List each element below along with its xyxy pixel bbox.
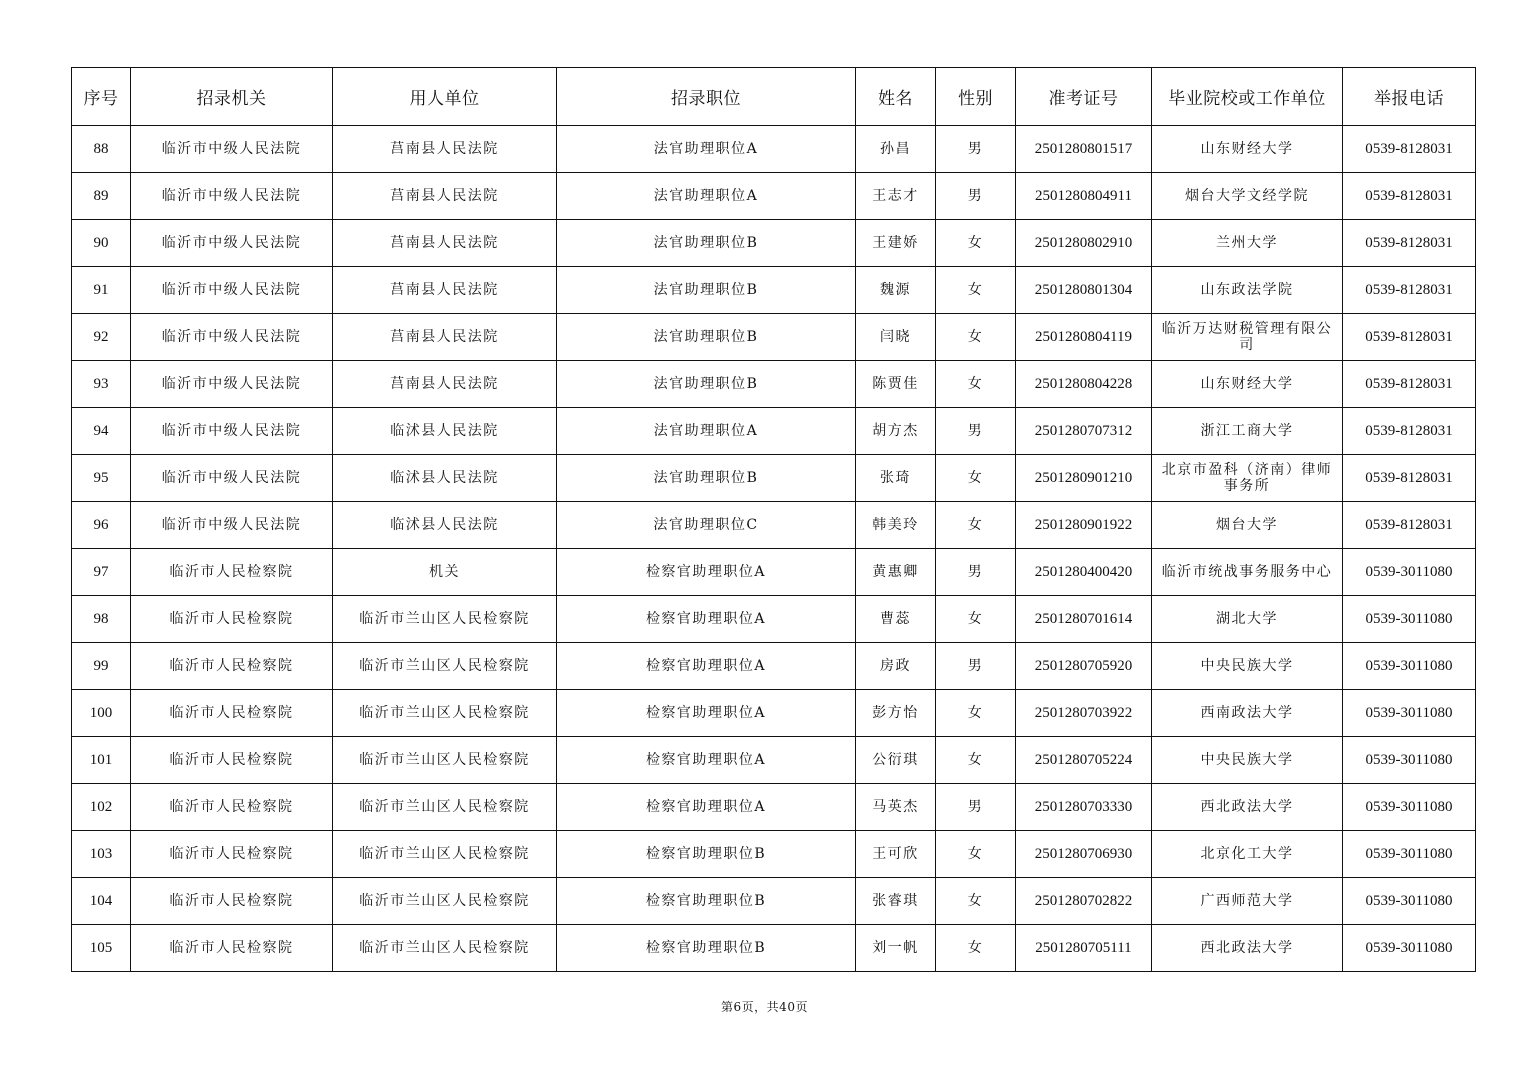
cell-index: 105 — [72, 925, 131, 972]
cell-school-or-employer: 山东政法学院 — [1152, 267, 1343, 314]
cell-name: 刘一帆 — [856, 925, 936, 972]
cell-employer: 临沭县人民法院 — [333, 502, 557, 549]
cell-index: 92 — [72, 314, 131, 361]
cell-agency: 临沂市人民检察院 — [131, 925, 333, 972]
cell-gender: 女 — [936, 878, 1016, 925]
cell-agency: 临沂市人民检察院 — [131, 643, 333, 690]
cell-position: 检察官助理职位A — [557, 737, 856, 784]
cell-position: 检察官助理职位B — [557, 925, 856, 972]
cell-position: 法官助理职位B — [557, 455, 856, 502]
cell-employer: 莒南县人民法院 — [333, 220, 557, 267]
cell-school-or-employer: 烟台大学文经学院 — [1152, 173, 1343, 220]
cell-name: 王志才 — [856, 173, 936, 220]
cell-gender: 女 — [936, 267, 1016, 314]
cell-index: 96 — [72, 502, 131, 549]
cell-exam-id: 2501280701614 — [1016, 596, 1152, 643]
table-row — [72, 314, 1476, 361]
cell-position: 法官助理职位A — [557, 126, 856, 173]
table-row — [72, 549, 1476, 596]
cell-name: 张琦 — [856, 455, 936, 502]
cell-name: 公衍琪 — [856, 737, 936, 784]
table-row — [72, 220, 1476, 267]
cell-exam-id: 2501280703330 — [1016, 784, 1152, 831]
cell-school-or-employer: 北京市盈科（济南）律师事务所 — [1152, 455, 1343, 502]
cell-index: 99 — [72, 643, 131, 690]
cell-school-or-employer: 北京化工大学 — [1152, 831, 1343, 878]
table-row — [72, 690, 1476, 737]
cell-position: 检察官助理职位A — [557, 549, 856, 596]
cell-agency: 临沂市人民检察院 — [131, 596, 333, 643]
cell-employer: 临沂市兰山区人民检察院 — [333, 643, 557, 690]
table-row — [72, 737, 1476, 784]
cell-agency: 临沂市人民检察院 — [131, 784, 333, 831]
table-row — [72, 126, 1476, 173]
cell-name: 曹蕊 — [856, 596, 936, 643]
cell-school-or-employer: 山东财经大学 — [1152, 126, 1343, 173]
header-employer: 用人单位 — [333, 68, 557, 126]
cell-employer: 莒南县人民法院 — [333, 314, 557, 361]
cell-exam-id: 2501280706930 — [1016, 831, 1152, 878]
table-row — [72, 502, 1476, 549]
cell-agency: 临沂市人民检察院 — [131, 831, 333, 878]
cell-report-phone: 0539-8128031 — [1343, 408, 1476, 455]
cell-employer: 临沂市兰山区人民检察院 — [333, 690, 557, 737]
cell-index: 95 — [72, 455, 131, 502]
cell-position: 法官助理职位B — [557, 314, 856, 361]
cell-agency: 临沂市中级人民法院 — [131, 502, 333, 549]
cell-employer: 临沂市兰山区人民检察院 — [333, 831, 557, 878]
cell-position: 检察官助理职位B — [557, 878, 856, 925]
header-school-or-employer: 毕业院校或工作单位 — [1152, 68, 1343, 126]
cell-gender: 男 — [936, 784, 1016, 831]
table-row — [72, 455, 1476, 502]
cell-agency: 临沂市中级人民法院 — [131, 455, 333, 502]
cell-exam-id: 2501280705111 — [1016, 925, 1152, 972]
cell-report-phone: 0539-3011080 — [1343, 737, 1476, 784]
cell-exam-id: 2501280901922 — [1016, 502, 1152, 549]
cell-exam-id: 2501280707312 — [1016, 408, 1152, 455]
cell-gender: 女 — [936, 314, 1016, 361]
cell-index: 93 — [72, 361, 131, 408]
header-name: 姓名 — [856, 68, 936, 126]
table-row — [72, 925, 1476, 972]
cell-position: 法官助理职位C — [557, 502, 856, 549]
cell-exam-id: 2501280804911 — [1016, 173, 1152, 220]
cell-school-or-employer: 广西师范大学 — [1152, 878, 1343, 925]
cell-index: 89 — [72, 173, 131, 220]
header-position: 招录职位 — [557, 68, 856, 126]
cell-report-phone: 0539-8128031 — [1343, 502, 1476, 549]
cell-employer: 临沂市兰山区人民检察院 — [333, 596, 557, 643]
cell-exam-id: 2501280802910 — [1016, 220, 1152, 267]
table-body — [72, 126, 1476, 972]
cell-position: 检察官助理职位A — [557, 784, 856, 831]
table-row — [72, 878, 1476, 925]
cell-school-or-employer: 兰州大学 — [1152, 220, 1343, 267]
table-row — [72, 267, 1476, 314]
table-row — [72, 643, 1476, 690]
cell-position: 法官助理职位B — [557, 267, 856, 314]
header-gender: 性别 — [936, 68, 1016, 126]
cell-report-phone: 0539-3011080 — [1343, 643, 1476, 690]
cell-gender: 女 — [936, 690, 1016, 737]
cell-position: 检察官助理职位A — [557, 690, 856, 737]
cell-report-phone: 0539-8128031 — [1343, 314, 1476, 361]
cell-report-phone: 0539-8128031 — [1343, 267, 1476, 314]
table-row — [72, 173, 1476, 220]
cell-gender: 女 — [936, 361, 1016, 408]
cell-report-phone: 0539-8128031 — [1343, 126, 1476, 173]
cell-index: 103 — [72, 831, 131, 878]
cell-gender: 男 — [936, 549, 1016, 596]
cell-gender: 男 — [936, 643, 1016, 690]
cell-exam-id: 2501280804119 — [1016, 314, 1152, 361]
cell-name: 黄惠卿 — [856, 549, 936, 596]
header-row — [72, 68, 1476, 126]
cell-position: 法官助理职位B — [557, 220, 856, 267]
table-row — [72, 596, 1476, 643]
cell-school-or-employer: 西南政法大学 — [1152, 690, 1343, 737]
header-agency: 招录机关 — [131, 68, 333, 126]
table-row — [72, 361, 1476, 408]
results-table — [71, 67, 1476, 972]
cell-exam-id: 2501280705920 — [1016, 643, 1152, 690]
cell-gender: 男 — [936, 408, 1016, 455]
cell-report-phone: 0539-3011080 — [1343, 596, 1476, 643]
cell-agency: 临沂市中级人民法院 — [131, 408, 333, 455]
cell-exam-id: 2501280703922 — [1016, 690, 1152, 737]
cell-index: 98 — [72, 596, 131, 643]
cell-name: 陈贾佳 — [856, 361, 936, 408]
cell-position: 检察官助理职位B — [557, 831, 856, 878]
table-row — [72, 831, 1476, 878]
cell-exam-id: 2501280804228 — [1016, 361, 1152, 408]
header-index: 序号 — [72, 68, 131, 126]
cell-index: 97 — [72, 549, 131, 596]
cell-employer: 机关 — [333, 549, 557, 596]
cell-index: 102 — [72, 784, 131, 831]
cell-employer: 临沂市兰山区人民检察院 — [333, 737, 557, 784]
cell-name: 胡方杰 — [856, 408, 936, 455]
cell-report-phone: 0539-3011080 — [1343, 784, 1476, 831]
cell-school-or-employer: 中央民族大学 — [1152, 737, 1343, 784]
cell-report-phone: 0539-8128031 — [1343, 220, 1476, 267]
cell-exam-id: 2501280801517 — [1016, 126, 1152, 173]
cell-name: 房政 — [856, 643, 936, 690]
cell-exam-id: 2501280705224 — [1016, 737, 1152, 784]
cell-index: 101 — [72, 737, 131, 784]
cell-agency: 临沂市中级人民法院 — [131, 126, 333, 173]
cell-name: 孙昌 — [856, 126, 936, 173]
cell-school-or-employer: 西北政法大学 — [1152, 784, 1343, 831]
cell-employer: 莒南县人民法院 — [333, 361, 557, 408]
cell-gender: 男 — [936, 173, 1016, 220]
cell-agency: 临沂市中级人民法院 — [131, 267, 333, 314]
cell-employer: 临沭县人民法院 — [333, 455, 557, 502]
cell-report-phone: 0539-3011080 — [1343, 831, 1476, 878]
cell-name: 彭方怡 — [856, 690, 936, 737]
cell-report-phone: 0539-3011080 — [1343, 690, 1476, 737]
cell-agency: 临沂市中级人民法院 — [131, 220, 333, 267]
cell-school-or-employer: 浙江工商大学 — [1152, 408, 1343, 455]
cell-gender: 女 — [936, 831, 1016, 878]
cell-name: 张睿琪 — [856, 878, 936, 925]
cell-index: 104 — [72, 878, 131, 925]
cell-employer: 莒南县人民法院 — [333, 173, 557, 220]
cell-name: 王建娇 — [856, 220, 936, 267]
cell-gender: 女 — [936, 502, 1016, 549]
cell-name: 闫晓 — [856, 314, 936, 361]
cell-agency: 临沂市人民检察院 — [131, 878, 333, 925]
cell-gender: 女 — [936, 455, 1016, 502]
cell-report-phone: 0539-8128031 — [1343, 173, 1476, 220]
cell-exam-id: 2501280901210 — [1016, 455, 1152, 502]
cell-position: 法官助理职位A — [557, 408, 856, 455]
cell-employer: 临沭县人民法院 — [333, 408, 557, 455]
cell-index: 91 — [72, 267, 131, 314]
cell-position: 法官助理职位A — [557, 173, 856, 220]
cell-employer: 临沂市兰山区人民检察院 — [333, 925, 557, 972]
cell-exam-id: 2501280400420 — [1016, 549, 1152, 596]
cell-report-phone: 0539-3011080 — [1343, 878, 1476, 925]
page-footer: 第6页，共40页 — [721, 1000, 808, 1014]
cell-position: 检察官助理职位A — [557, 643, 856, 690]
cell-position: 检察官助理职位A — [557, 596, 856, 643]
cell-school-or-employer: 山东财经大学 — [1152, 361, 1343, 408]
cell-index: 88 — [72, 126, 131, 173]
cell-report-phone: 0539-3011080 — [1343, 549, 1476, 596]
cell-employer: 临沂市兰山区人民检察院 — [333, 878, 557, 925]
cell-name: 韩美玲 — [856, 502, 936, 549]
cell-gender: 女 — [936, 220, 1016, 267]
cell-agency: 临沂市人民检察院 — [131, 690, 333, 737]
cell-agency: 临沂市中级人民法院 — [131, 361, 333, 408]
table-row — [72, 784, 1476, 831]
cell-employer: 莒南县人民法院 — [333, 267, 557, 314]
cell-school-or-employer: 烟台大学 — [1152, 502, 1343, 549]
cell-agency: 临沂市人民检察院 — [131, 737, 333, 784]
cell-gender: 男 — [936, 126, 1016, 173]
cell-agency: 临沂市中级人民法院 — [131, 314, 333, 361]
cell-school-or-employer: 西北政法大学 — [1152, 925, 1343, 972]
cell-agency: 临沂市人民检察院 — [131, 549, 333, 596]
header-report-phone: 举报电话 — [1343, 68, 1476, 126]
cell-report-phone: 0539-3011080 — [1343, 925, 1476, 972]
cell-position: 法官助理职位B — [557, 361, 856, 408]
cell-gender: 女 — [936, 925, 1016, 972]
cell-gender: 女 — [936, 596, 1016, 643]
cell-index: 100 — [72, 690, 131, 737]
cell-school-or-employer: 湖北大学 — [1152, 596, 1343, 643]
cell-exam-id: 2501280801304 — [1016, 267, 1152, 314]
cell-school-or-employer: 临沂市统战事务服务中心 — [1152, 549, 1343, 596]
cell-exam-id: 2501280702822 — [1016, 878, 1152, 925]
cell-gender: 女 — [936, 737, 1016, 784]
cell-index: 90 — [72, 220, 131, 267]
cell-school-or-employer: 临沂万达财税管理有限公司 — [1152, 314, 1343, 361]
header-exam-id: 准考证号 — [1016, 68, 1152, 126]
cell-name: 马英杰 — [856, 784, 936, 831]
cell-employer: 临沂市兰山区人民检察院 — [333, 784, 557, 831]
cell-index: 94 — [72, 408, 131, 455]
cell-report-phone: 0539-8128031 — [1343, 455, 1476, 502]
cell-employer: 莒南县人民法院 — [333, 126, 557, 173]
cell-report-phone: 0539-8128031 — [1343, 361, 1476, 408]
table-row — [72, 408, 1476, 455]
cell-agency: 临沂市中级人民法院 — [131, 173, 333, 220]
cell-name: 魏源 — [856, 267, 936, 314]
cell-school-or-employer: 中央民族大学 — [1152, 643, 1343, 690]
cell-name: 王可欣 — [856, 831, 936, 878]
